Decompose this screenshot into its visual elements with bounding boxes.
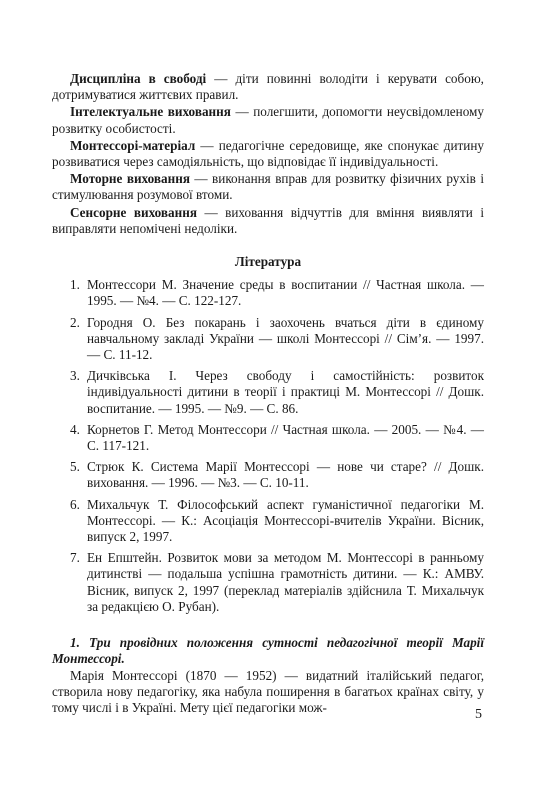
definition-text: — полегшити, допомогти неусвідомленому розвитку особистості. <box>52 104 484 136</box>
definition-text: — діти повинні володіти і керувати собою, дотримуватися життєвих правил. <box>52 71 484 103</box>
literature-item-text: Ен Епштейн. Розвиток мови за методом М. Монтессорі в ранньому дитинстві — подальша успішна грамотність дитини. — К.: АМВУ. Вісник, випуск 2, 1997 (переклад матеріалів здійснила Т. Михальчук за редакцією О. Рубан). <box>87 550 484 614</box>
page-number: 5 <box>475 707 482 722</box>
literature-item-number: 7. <box>70 550 80 566</box>
literature-item-text: Монтессори М. Значение среды в воспитании // Частная школа. — 1995. — №4. — С. 122-127. <box>87 277 484 309</box>
literature-item-number: 5. <box>70 459 80 475</box>
definition-term: Моторне виховання <box>70 171 190 187</box>
definition-term: Монтессорі-матеріал <box>70 137 196 153</box>
definition-paragraph <box>52 104 484 136</box>
literature-item-text: Дичківська І. Через свободу і самостійність: розвиток індивідуальності дитини в теорії і практиці М. Монтессорі // Дошк. воспитание. — 1995. — №9. — С. 86. <box>87 368 484 416</box>
literature-item-number: 4. <box>70 421 80 437</box>
literature-item-text: Корнетов Г. Метод Монтессори // Частная школа. — 2005. — №4. — С. 117-121. <box>87 421 484 454</box>
literature-item <box>52 277 484 309</box>
literature-item <box>52 422 484 454</box>
literature-item <box>52 497 484 546</box>
definition-term: Сенсорне виховання <box>70 204 197 220</box>
definition-paragraph <box>52 71 484 103</box>
literature-item <box>52 368 484 417</box>
literature-item <box>52 550 484 615</box>
literature-item <box>52 459 484 491</box>
section-heading: 1. Три провідних положення сутності педагогічної теорії Марії Монтессорі. <box>52 635 484 667</box>
literature-item-number: 3. <box>70 368 80 384</box>
definition-term: Дисципліна в свободі <box>70 71 207 86</box>
literature-item-number: 2. <box>70 314 80 330</box>
section-body-text: Марія Монтессорі (1870 — 1952) — видатний італійський педагог, створила нову педагогіку, яка набула поширення в багатьох країнах світу, у тому числі і в Україні. Мету цієї педагогіки мож- <box>52 667 484 715</box>
literature-list <box>52 277 484 615</box>
definition-text: — педагогічне середовище, яке спонукає дитину розвиватися через самодіяльність, що відповідає її індивідуальності. <box>52 137 484 170</box>
literature-item-text: Городня О. Без покарань і заохочень вчаться діти в єдиному навчальному закладі України — школі Монтессорі // Сім’я. — 1997. — С. 11-12. <box>87 314 484 363</box>
page-content <box>52 71 484 716</box>
definition-text: — виховання відчуттів для вміння виявляти і виправляти непомічені недоліки. <box>52 204 484 236</box>
definition-text: — виконання вправ для розвитку фізичних рухів і стимулювання розумової втоми. <box>52 171 484 203</box>
literature-item-text: Стрюк К. Система Марії Монтессорі — нове чи старе? // Дошк. виховання. — 1996. — №3. — С. 10-11. <box>87 459 484 491</box>
definitions-list <box>52 71 484 237</box>
literature-item-number: 1. <box>70 277 80 293</box>
literature-item-number: 6. <box>70 496 80 512</box>
definition-paragraph <box>52 205 484 237</box>
definition-term: Інтелектуальне виховання <box>70 104 231 120</box>
definition-paragraph <box>52 171 484 203</box>
literature-title: Література <box>234 254 302 270</box>
literature-item-text: Михальчук Т. Філософський аспект гуманістичної педагогіки М. Монтессорі. — К.: Асоціація Монтессорі-вчителів України. Вісник, випуск 2, 1997. <box>87 496 484 545</box>
literature-item <box>52 315 484 364</box>
definition-paragraph <box>52 138 484 170</box>
